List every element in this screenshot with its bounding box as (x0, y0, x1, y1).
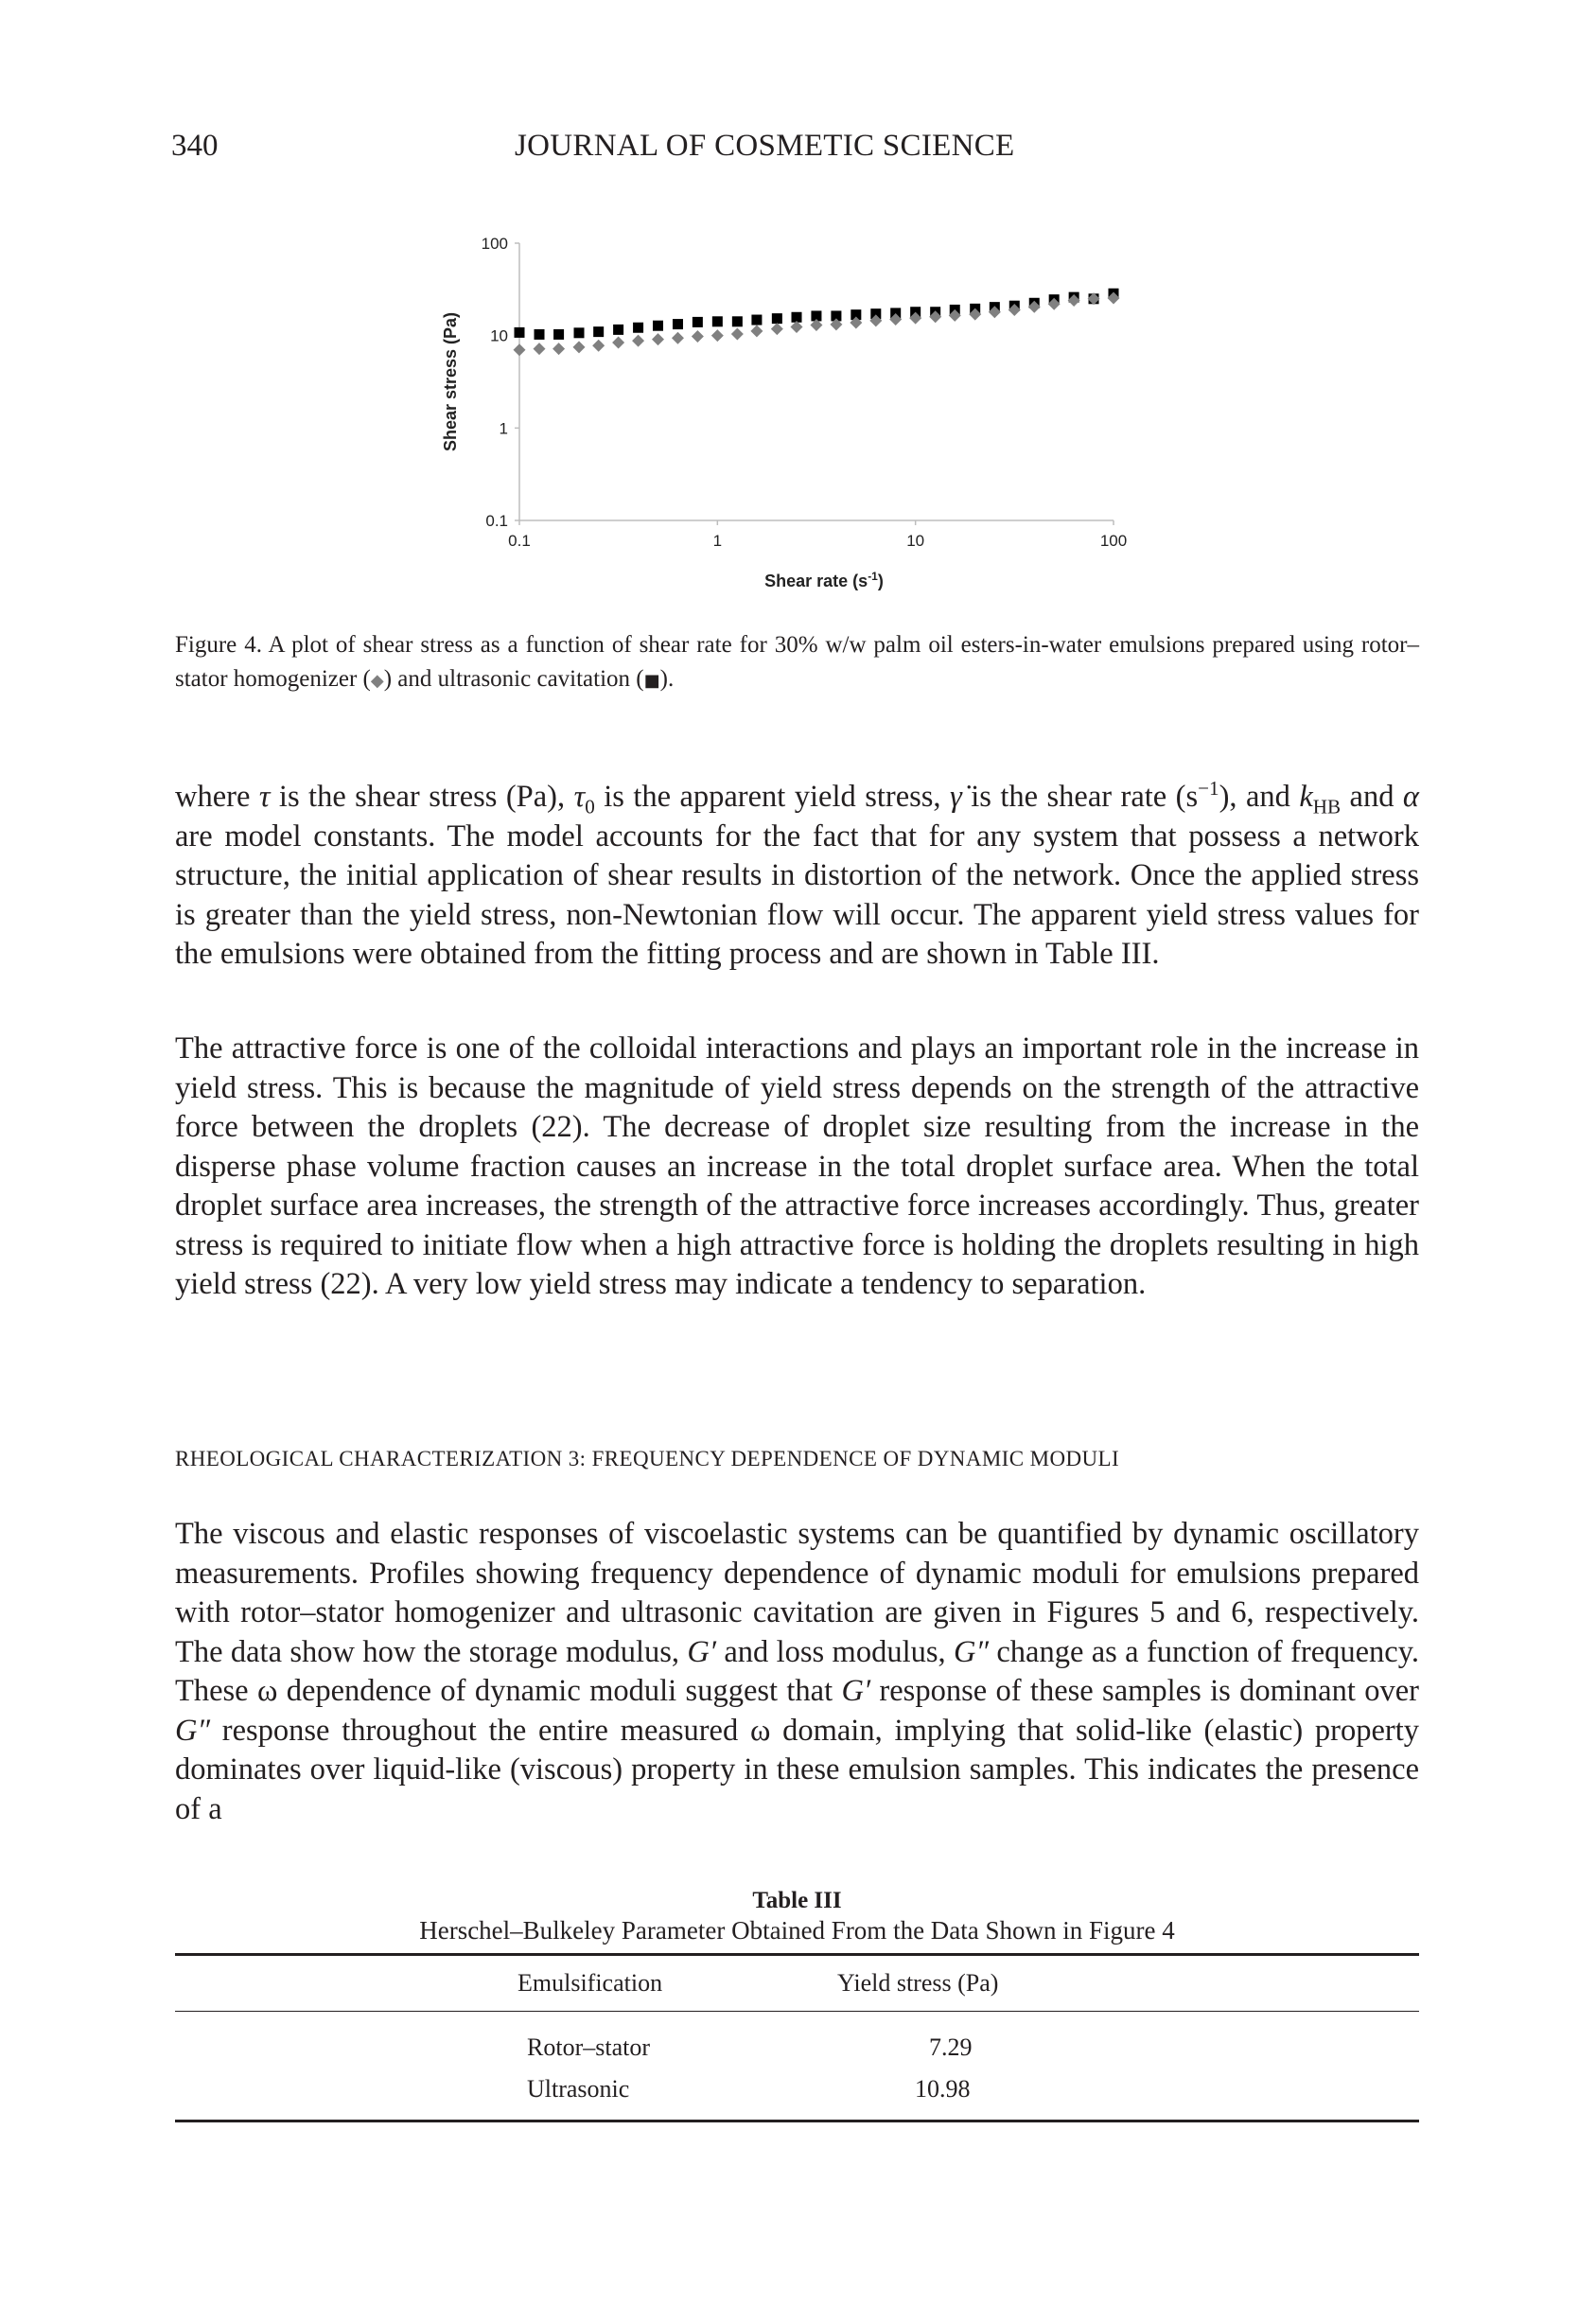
omega-symbol: ω (256, 1674, 278, 1708)
text: response throughout the entire measured (210, 1713, 750, 1748)
text: domain, implying that solid-like (elastic) property dominates over liquid-like (viscous) property in these emulsion samples. This indicates the presence of a (175, 1713, 1419, 1826)
y-tick-label: 100 (481, 235, 508, 253)
diamond-marker-icon: ◆ (370, 671, 384, 691)
x-tick-label: 100 (1099, 532, 1128, 550)
g-double-prime-symbol: G″ (175, 1713, 211, 1748)
text: are model constants. The model accounts for the fact that for any system that possess a network structure, the initial application of shear results in distortion of the network. Once the applied stress is greater than the yield stress, non-Newtonian flow will occur. The apparent yield stress values for the emulsions were obtained from the fitting process and are shown in Table III. (175, 819, 1419, 971)
caption-text-2: ) and ultrasonic cavitation ( (383, 666, 644, 692)
tick-labels (482, 235, 1128, 550)
cell-yield-stress: 7.29 (929, 2033, 973, 2061)
cell-emulsification: Ultrasonic (527, 2075, 630, 2103)
data-points (514, 289, 1120, 357)
omega-symbol: ω (749, 1713, 771, 1748)
k-symbol: k (1299, 780, 1313, 814)
column-header: Emulsification (517, 1969, 663, 1997)
diamond-point-rotor-stator (731, 328, 744, 341)
diamond-point-rotor-stator (652, 333, 664, 345)
table-row (175, 2012, 1419, 2069)
tau-zero-symbol: τ (573, 780, 586, 814)
square-point-ultrasonic (751, 315, 762, 326)
cell-emulsification: Rotor–stator (527, 2033, 650, 2061)
alpha-symbol: α (1402, 780, 1419, 814)
shear-stress-scatter-plot (407, 218, 1183, 615)
section-heading: RHEOLOGICAL CHARACTERIZATION 3: FREQUENCY DEPENDENCE OF DYNAMIC MODULI (175, 1447, 1120, 1470)
diamond-point-rotor-stator (692, 330, 704, 343)
subscript: HB (1312, 795, 1342, 819)
figure-4-chart (407, 218, 1183, 615)
figure-label: Figure 4. (175, 632, 262, 658)
x-axis-title-text: Shear rate (s (764, 572, 868, 590)
cell-yield-stress: 10.98 (915, 2075, 971, 2103)
text: The viscous and elastic responses of viscoelastic systems can be quantified by dynamic oscillatory measurements. Profiles showing frequency dependence of dynamic moduli for emulsions prepared with rotor–stator homogenizer and ultrasonic cavitation are given in Figures 5 and 6, respectively. The data show how the storage modulus, (175, 1517, 1419, 1669)
y-tick-label: 0.1 (485, 512, 508, 530)
square-point-ultrasonic (515, 327, 525, 338)
table-title: Table III (752, 1888, 842, 1913)
diamond-point-rotor-stator (672, 332, 684, 344)
subscript: 0 (585, 795, 595, 819)
square-marker-icon: ■ (643, 671, 660, 691)
square-point-ultrasonic (693, 317, 703, 327)
spacer (1107, 1955, 1419, 2012)
y-tick-label: 1 (499, 419, 508, 438)
text: change as a function of frequency. These (175, 1634, 1419, 1708)
square-point-ultrasonic (613, 325, 623, 335)
paragraph-model-definition (175, 778, 1419, 975)
square-point-ultrasonic (772, 313, 782, 324)
square-point-ultrasonic (653, 321, 663, 331)
text: dependence of dynamic moduli suggest that (277, 1674, 842, 1708)
paragraph-attractive-force: The attractive force is one of the colloidal interactions and plays an important role in the increase in yield stress. This is because the magnitude of yield stress depends on the strength of the attractive force between the droplets (22). The decrease of droplet size resulting from the increase in the disperse phase volume fraction causes an increase in the total droplet surface area. When the total droplet surface area increases, the strength of the attractive force increases accordingly. Thus, greater stress is required to initiate flow when a high attractive force is holding the droplets resulting in high yield stress (22). A very low yield stress may indicate a tendency to separation. (175, 1031, 1419, 1301)
text: and loss modulus, (715, 1634, 954, 1669)
caption-text-1: A plot of shear stress as a function of shear rate for 30% w/w palm oil esters-in-water emulsions prepared using rotor–stator homogenizer ( (175, 632, 1419, 692)
text: is the shear rate (s (961, 780, 1199, 814)
journal-running-head: JOURNAL OF COSMETIC SCIENCE (515, 129, 1015, 163)
square-point-ultrasonic (535, 329, 545, 340)
y-axis-title: Shear stress (Pa) (441, 311, 460, 452)
text: response of these samples is dominant over (870, 1674, 1419, 1708)
diamond-point-rotor-stator (514, 343, 526, 356)
g-prime-symbol: G′ (687, 1634, 716, 1669)
table-row (175, 2068, 1419, 2121)
superscript: −1 (1198, 777, 1219, 801)
square-point-ultrasonic (633, 323, 643, 333)
page-number: 340 (171, 129, 219, 163)
x-axis-title (764, 570, 884, 590)
paragraph-viscoelastic (175, 1515, 1419, 1829)
text: and (1341, 780, 1403, 814)
square-point-ultrasonic (673, 319, 683, 329)
table-header-row (175, 1955, 1419, 2012)
axes (515, 243, 1114, 525)
diamond-point-rotor-stator (573, 341, 586, 353)
x-axis-title-superscript: -1 (868, 570, 878, 583)
diamond-point-rotor-stator (632, 335, 644, 347)
x-tick-label: 0.1 (508, 532, 531, 550)
yield-stress-table (175, 1953, 1419, 2122)
square-point-ultrasonic (553, 329, 564, 340)
figure-caption (175, 628, 1419, 698)
diamond-point-rotor-stator (534, 343, 546, 355)
text: is the apparent yield stress, (594, 780, 950, 814)
g-double-prime-symbol: G″ (954, 1634, 990, 1669)
table-iii (175, 1953, 1419, 2122)
square-point-ultrasonic (574, 327, 585, 338)
x-axis-title-text: ) (877, 572, 884, 590)
x-tick-label: 10 (906, 532, 925, 550)
text: is the shear stress (Pa), (270, 780, 574, 814)
spacer (1107, 2068, 1419, 2121)
diamond-point-rotor-stator (592, 340, 605, 352)
gamma-dot-symbol: γ̇ (949, 780, 962, 814)
diamond-point-rotor-stator (771, 323, 783, 335)
spacer (1107, 2012, 1419, 2069)
diamond-point-rotor-stator (750, 325, 763, 337)
diamond-point-rotor-stator (612, 337, 624, 349)
caption-text-3: ). (659, 666, 675, 692)
tau-symbol: τ (258, 780, 271, 814)
y-tick-label: 10 (490, 326, 508, 345)
g-prime-symbol: G′ (841, 1674, 871, 1708)
square-point-ultrasonic (732, 316, 743, 326)
diamond-point-rotor-stator (711, 329, 724, 342)
column-header: Yield stress (Pa) (837, 1969, 999, 1997)
diamond-point-rotor-stator (552, 343, 565, 355)
diamond-point-rotor-stator (790, 321, 802, 333)
text: ), and (1219, 780, 1300, 814)
table-subtitle: Herschel–Bulkeley Parameter Obtained From the Data Shown in Figure 4 (419, 1916, 1175, 1945)
square-point-ultrasonic (593, 326, 604, 337)
x-tick-label: 1 (712, 532, 723, 550)
text: where (175, 780, 259, 814)
square-point-ultrasonic (712, 316, 723, 326)
